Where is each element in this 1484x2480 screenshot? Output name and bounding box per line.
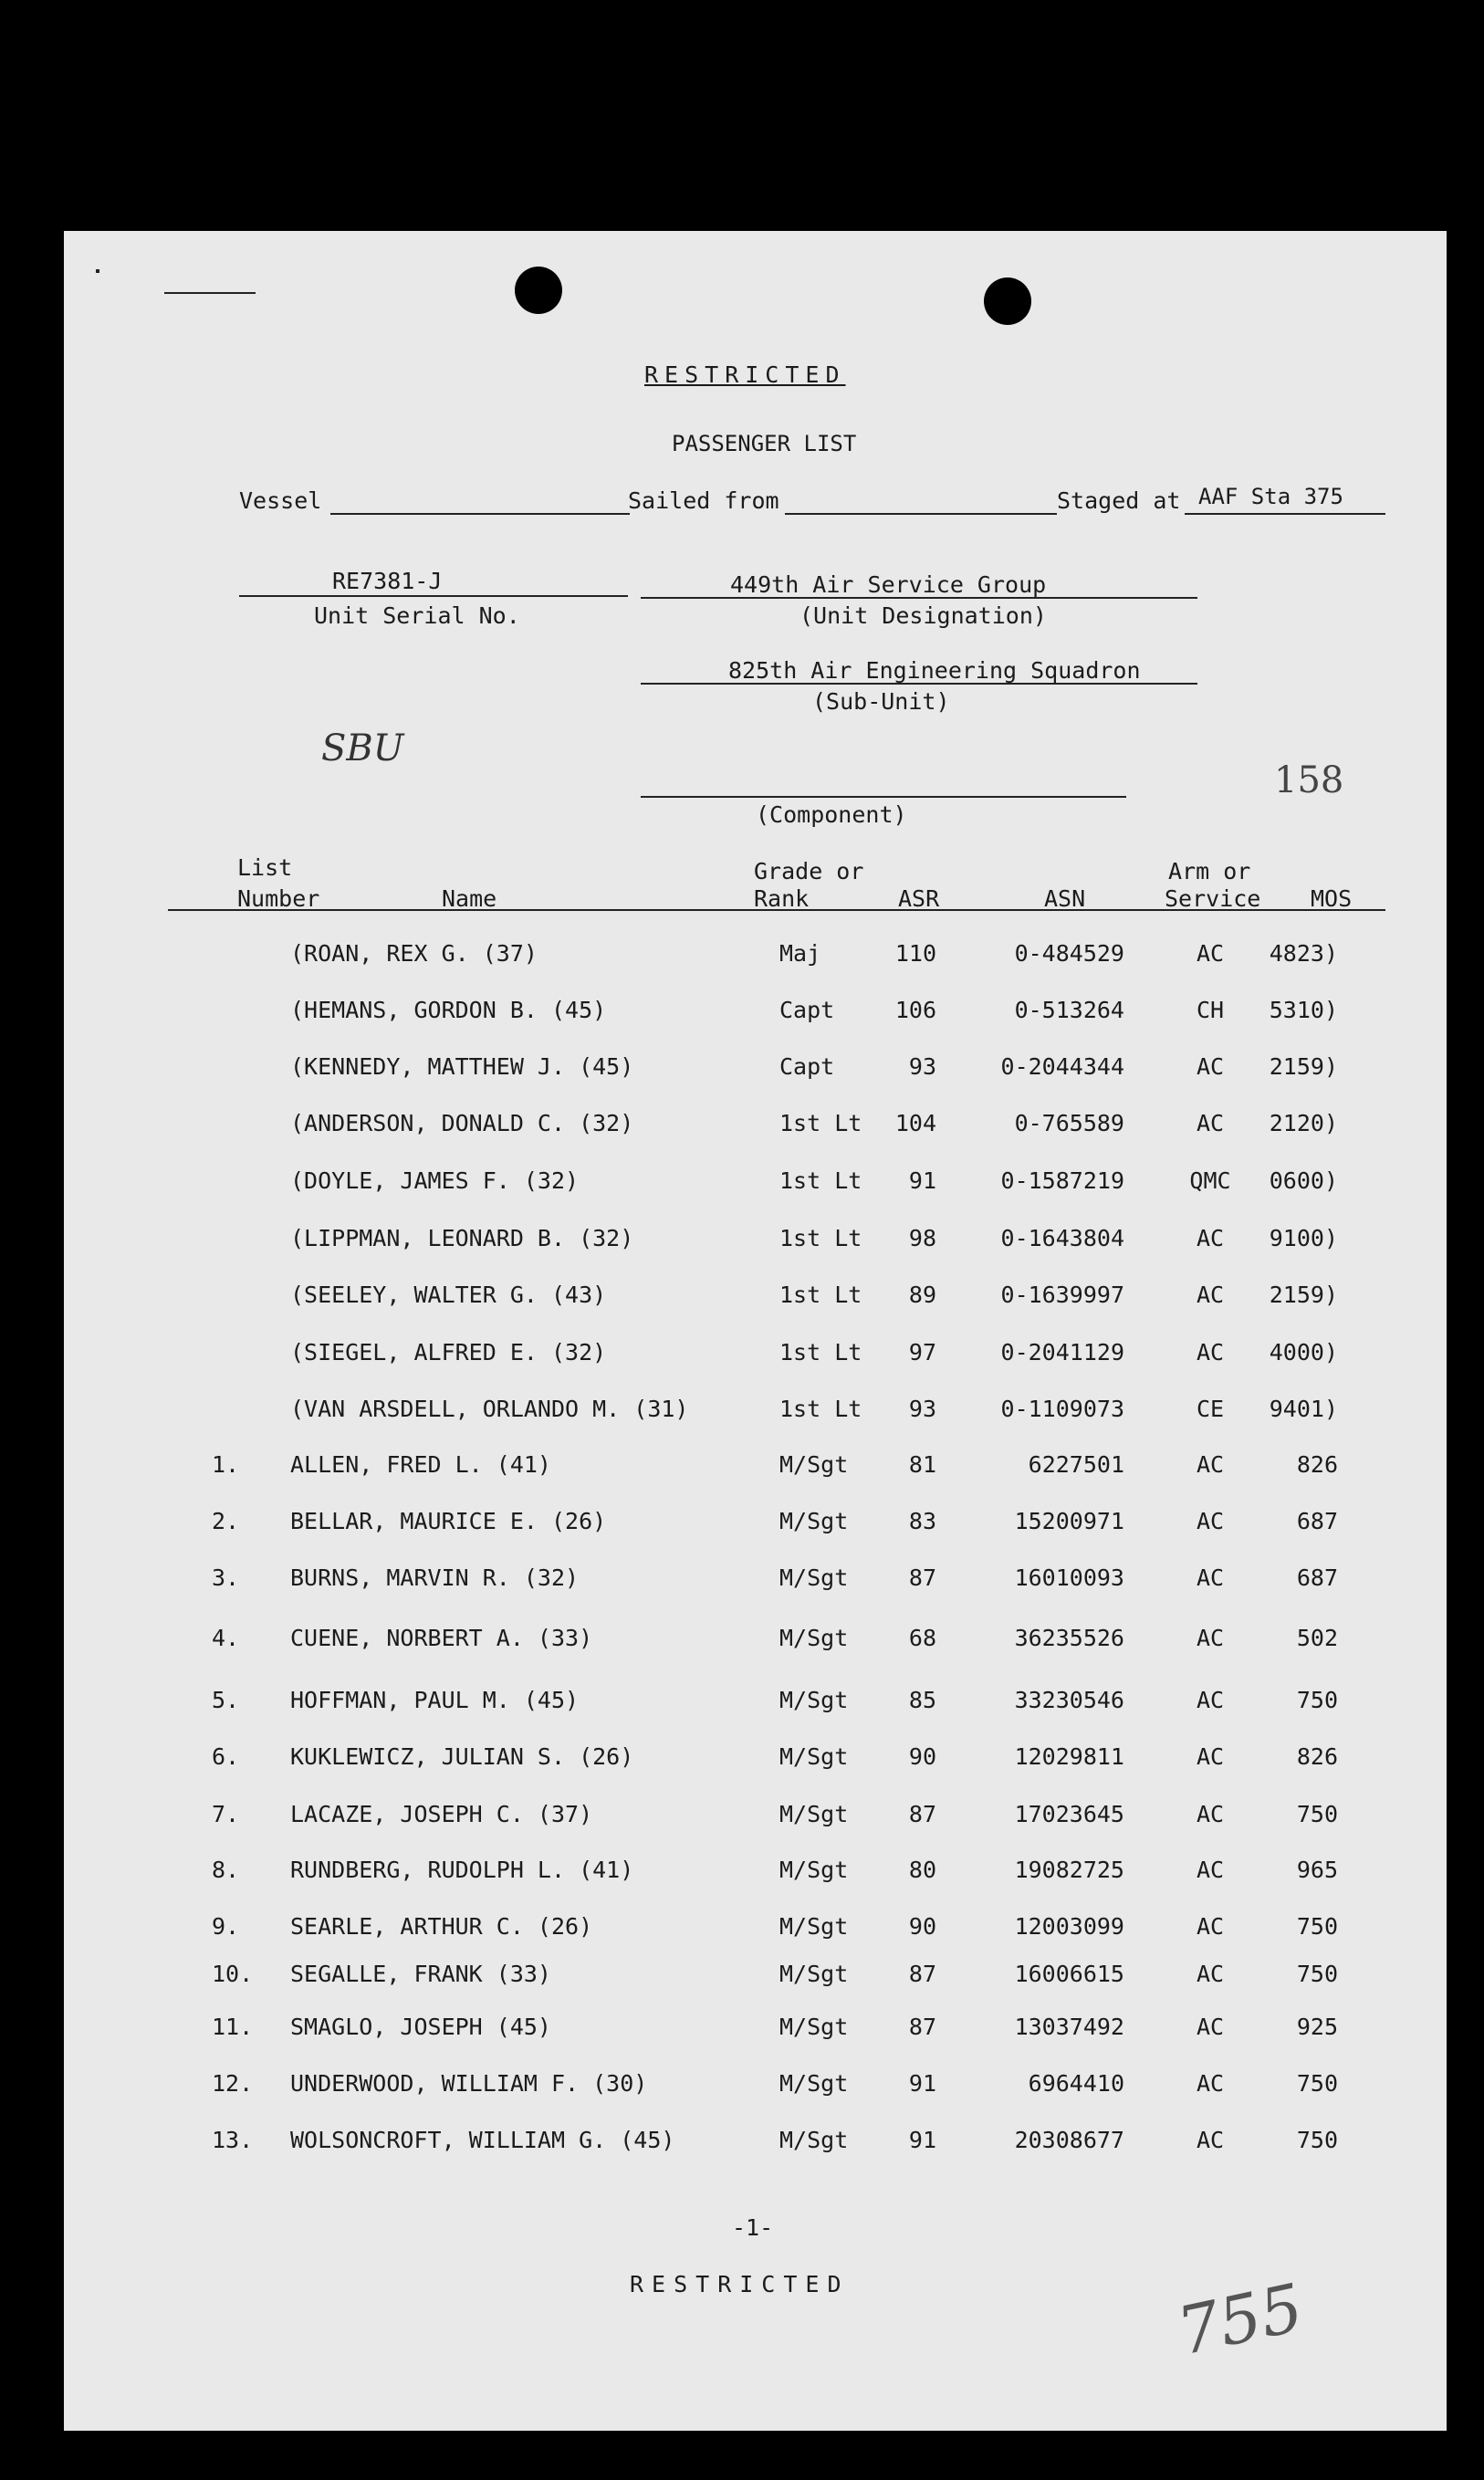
- component-label: (Component): [756, 801, 907, 828]
- cell-list-number: 5.: [212, 1687, 240, 1713]
- vessel-label: Vessel: [239, 487, 322, 514]
- cell-name: LACAZE, JOSEPH C. (37): [290, 1801, 593, 1827]
- cell-arm-service: AC: [1196, 1857, 1225, 1883]
- cell-mos: 2120): [1269, 1110, 1338, 1136]
- cell-arm-service: AC: [1196, 1508, 1225, 1534]
- document-title: PASSENGER LIST: [672, 431, 857, 456]
- cell-list-number: 10.: [212, 1961, 254, 1987]
- cell-list-number: 4.: [212, 1625, 240, 1651]
- cell-mos: 826: [1296, 1451, 1338, 1478]
- document-sheet: [64, 231, 1447, 2431]
- cell-asr: 97: [908, 1339, 936, 1366]
- unit-serial-label: Unit Serial No.: [314, 602, 520, 629]
- cell-mos: 4000): [1269, 1339, 1338, 1366]
- unit-designation-line: [641, 597, 1197, 599]
- cell-mos: 9100): [1269, 1225, 1338, 1251]
- cell-rank: M/Sgt: [779, 2070, 849, 2097]
- scan-speck: [96, 269, 99, 273]
- col-mos-label: MOS: [1311, 885, 1353, 912]
- cell-mos: 2159): [1269, 1282, 1338, 1308]
- cell-asr: 87: [908, 2014, 936, 2040]
- cell-asr: 83: [908, 1508, 936, 1534]
- cell-asn: 20308677: [1014, 2127, 1124, 2153]
- restricted-footer: RESTRICTED: [630, 2271, 850, 2297]
- punch-hole-left: [515, 267, 562, 314]
- col-service-label: Service: [1165, 885, 1261, 912]
- cell-arm-service: AC: [1196, 1564, 1225, 1591]
- cell-arm-service: CH: [1196, 997, 1225, 1023]
- cell-asn: 0-1639997: [1000, 1282, 1124, 1308]
- cell-asr: 68: [908, 1625, 936, 1651]
- cell-asr: 98: [908, 1225, 936, 1251]
- cell-asr: 81: [908, 1451, 936, 1478]
- cell-asn: 12029811: [1014, 1743, 1124, 1770]
- cell-asn: 16006615: [1014, 1961, 1124, 1987]
- cell-asn: 6227501: [1028, 1451, 1124, 1478]
- cell-rank: 1st Lt: [779, 1339, 862, 1366]
- sub-unit-label: (Sub-Unit): [812, 688, 950, 715]
- sailed-from-label: Sailed from: [628, 487, 779, 514]
- cell-name: (DOYLE, JAMES F. (32): [290, 1167, 580, 1194]
- cell-mos: 826: [1296, 1743, 1338, 1770]
- unit-serial-line: [239, 595, 628, 597]
- cell-asn: 13037492: [1014, 2014, 1124, 2040]
- cell-rank: M/Sgt: [779, 1913, 849, 1940]
- cell-name: SEARLE, ARTHUR C. (26): [290, 1913, 593, 1940]
- cell-asn: 0-1643804: [1000, 1225, 1124, 1251]
- cell-asn: 16010093: [1014, 1564, 1124, 1591]
- cell-rank: M/Sgt: [779, 1961, 849, 1987]
- cell-asn: 12003099: [1014, 1913, 1124, 1940]
- cell-name: (ANDERSON, DONALD C. (32): [290, 1110, 634, 1136]
- cell-asr: 80: [908, 1857, 936, 1883]
- cell-asn: 33230546: [1014, 1687, 1124, 1713]
- cell-mos: 9401): [1269, 1396, 1338, 1422]
- cell-name: BURNS, MARVIN R. (32): [290, 1564, 580, 1591]
- cell-arm-service: CE: [1196, 1396, 1225, 1422]
- column-header-rule: [168, 909, 1385, 911]
- cell-mos: 925: [1296, 2014, 1338, 2040]
- cell-asn: 0-2041129: [1000, 1339, 1124, 1366]
- cell-arm-service: AC: [1196, 1961, 1225, 1987]
- cell-asn: 6964410: [1028, 2070, 1124, 2097]
- cell-arm-service: AC: [1196, 1801, 1225, 1827]
- cell-arm-service: AC: [1196, 1687, 1225, 1713]
- cell-arm-service: AC: [1196, 1913, 1225, 1940]
- cell-rank: M/Sgt: [779, 1508, 849, 1534]
- cell-name: (SEELEY, WALTER G. (43): [290, 1282, 607, 1308]
- cell-asr: 93: [908, 1396, 936, 1422]
- cell-mos: 750: [1296, 2127, 1338, 2153]
- cell-mos: 502: [1296, 1625, 1338, 1651]
- cell-name: (SIEGEL, ALFRED E. (32): [290, 1339, 607, 1366]
- cell-arm-service: QMC: [1189, 1167, 1231, 1194]
- cell-asn: 0-1587219: [1000, 1167, 1124, 1194]
- unit-designation-label: (Unit Designation): [799, 602, 1047, 629]
- cell-rank: Capt: [779, 1053, 835, 1080]
- cell-rank: M/Sgt: [779, 1857, 849, 1883]
- cell-name: (KENNEDY, MATTHEW J. (45): [290, 1053, 634, 1080]
- sailed-from-blank-line: [785, 513, 1057, 515]
- cell-asn: 36235526: [1014, 1625, 1124, 1651]
- staged-at-line: [1185, 513, 1385, 515]
- cell-asr: 91: [908, 1167, 936, 1194]
- cell-asr: 93: [908, 1053, 936, 1080]
- unit-serial-value: RE7381-J: [332, 568, 443, 594]
- cell-name: (HEMANS, GORDON B. (45): [290, 997, 607, 1023]
- cell-rank: 1st Lt: [779, 1282, 862, 1308]
- cell-list-number: 6.: [212, 1743, 240, 1770]
- col-list-label-bottom: Number: [237, 885, 320, 912]
- cell-asr: 90: [908, 1743, 936, 1770]
- cell-asr: 87: [908, 1564, 936, 1591]
- col-rank-label: Rank: [754, 885, 810, 912]
- cell-asn: 0-513264: [1014, 997, 1124, 1023]
- cell-asr: 110: [894, 940, 936, 967]
- cell-name: (VAN ARSDELL, ORLANDO M. (31): [290, 1396, 689, 1422]
- col-asn-label: ASN: [1044, 885, 1086, 912]
- cell-arm-service: AC: [1196, 2127, 1225, 2153]
- vessel-blank-line: [330, 513, 630, 515]
- cell-name: HOFFMAN, PAUL M. (45): [290, 1687, 580, 1713]
- cell-name: (LIPPMAN, LEONARD B. (32): [290, 1225, 634, 1251]
- punch-hole-right: [984, 277, 1031, 325]
- handwritten-page-number: 755: [1170, 2268, 1310, 2370]
- cell-asn: 0-2044344: [1000, 1053, 1124, 1080]
- cell-rank: M/Sgt: [779, 1451, 849, 1478]
- cell-asr: 91: [908, 2070, 936, 2097]
- cell-list-number: 7.: [212, 1801, 240, 1827]
- cell-asr: 104: [894, 1110, 936, 1136]
- cell-mos: 2159): [1269, 1053, 1338, 1080]
- cell-list-number: 2.: [212, 1508, 240, 1534]
- cell-arm-service: AC: [1196, 1339, 1225, 1366]
- scan-mark: [164, 292, 256, 294]
- cell-rank: M/Sgt: [779, 1564, 849, 1591]
- cell-list-number: 8.: [212, 1857, 240, 1883]
- cell-rank: M/Sgt: [779, 2014, 849, 2040]
- page-number: -1-: [732, 2214, 774, 2241]
- cell-rank: 1st Lt: [779, 1396, 862, 1422]
- sub-unit-value: 825th Air Engineering Squadron: [728, 657, 1141, 684]
- cell-name: WOLSONCROFT, WILLIAM G. (45): [290, 2127, 675, 2153]
- cell-asr: 87: [908, 1961, 936, 1987]
- col-list-label-top: List: [237, 854, 293, 881]
- cell-mos: 0600): [1269, 1167, 1338, 1194]
- cell-rank: Capt: [779, 997, 835, 1023]
- cell-mos: 750: [1296, 1687, 1338, 1713]
- cell-rank: 1st Lt: [779, 1110, 862, 1136]
- cell-mos: 750: [1296, 1913, 1338, 1940]
- cell-name: SEGALLE, FRANK (33): [290, 1961, 551, 1987]
- cell-rank: 1st Lt: [779, 1167, 862, 1194]
- cell-arm-service: AC: [1196, 1110, 1225, 1136]
- cell-asn: 0-484529: [1014, 940, 1124, 967]
- staged-at-value: AAF Sta 375: [1198, 484, 1343, 509]
- cell-rank: Maj: [779, 940, 821, 967]
- cell-list-number: 3.: [212, 1564, 240, 1591]
- cell-asr: 91: [908, 2127, 936, 2153]
- cell-mos: 965: [1296, 1857, 1338, 1883]
- cell-asr: 87: [908, 1801, 936, 1827]
- cell-asr: 89: [908, 1282, 936, 1308]
- col-grade-label-top: Grade or: [754, 858, 864, 884]
- cell-arm-service: AC: [1196, 2070, 1225, 2097]
- cell-mos: 687: [1296, 1508, 1338, 1534]
- cell-asn: 19082725: [1014, 1857, 1124, 1883]
- cell-arm-service: AC: [1196, 1282, 1225, 1308]
- cell-asn: 17023645: [1014, 1801, 1124, 1827]
- restricted-heading: RESTRICTED: [644, 361, 846, 388]
- col-name-label: Name: [442, 885, 497, 912]
- cell-mos: 5310): [1269, 997, 1338, 1023]
- cell-rank: 1st Lt: [779, 1225, 862, 1251]
- cell-rank: M/Sgt: [779, 1743, 849, 1770]
- cell-arm-service: AC: [1196, 1225, 1225, 1251]
- cell-rank: M/Sgt: [779, 1687, 849, 1713]
- cell-asn: 0-765589: [1014, 1110, 1124, 1136]
- cell-asn: 15200971: [1014, 1508, 1124, 1534]
- cell-rank: M/Sgt: [779, 2127, 849, 2153]
- stamped-number: 158: [1274, 759, 1344, 801]
- cell-rank: M/Sgt: [779, 1801, 849, 1827]
- cell-name: CUENE, NORBERT A. (33): [290, 1625, 593, 1651]
- cell-asn: 0-1109073: [1000, 1396, 1124, 1422]
- cell-list-number: 12.: [212, 2070, 254, 2097]
- cell-name: SMAGLO, JOSEPH (45): [290, 2014, 551, 2040]
- cell-mos: 687: [1296, 1564, 1338, 1591]
- cell-asr: 90: [908, 1913, 936, 1940]
- cell-asr: 106: [894, 997, 936, 1023]
- cell-arm-service: AC: [1196, 1451, 1225, 1478]
- cell-name: KUKLEWICZ, JULIAN S. (26): [290, 1743, 634, 1770]
- cell-mos: 4823): [1269, 940, 1338, 967]
- cell-list-number: 11.: [212, 2014, 254, 2040]
- cell-mos: 750: [1296, 1801, 1338, 1827]
- cell-list-number: 9.: [212, 1913, 240, 1940]
- cell-arm-service: AC: [1196, 1053, 1225, 1080]
- col-asr-label: ASR: [898, 885, 940, 912]
- cell-name: ALLEN, FRED L. (41): [290, 1451, 551, 1478]
- staged-at-label: Staged at: [1057, 487, 1181, 514]
- cell-arm-service: AC: [1196, 940, 1225, 967]
- cell-name: UNDERWOOD, WILLIAM F. (30): [290, 2070, 648, 2097]
- cell-name: (ROAN, REX G. (37): [290, 940, 538, 967]
- handwritten-code: SBU: [321, 727, 404, 769]
- sub-unit-line: [641, 683, 1197, 685]
- cell-arm-service: AC: [1196, 1743, 1225, 1770]
- unit-designation-value: 449th Air Service Group: [730, 571, 1047, 598]
- cell-mos: 750: [1296, 2070, 1338, 2097]
- cell-asr: 85: [908, 1687, 936, 1713]
- cell-name: BELLAR, MAURICE E. (26): [290, 1508, 607, 1534]
- cell-mos: 750: [1296, 1961, 1338, 1987]
- cell-arm-service: AC: [1196, 1625, 1225, 1651]
- component-line: [641, 796, 1126, 798]
- cell-list-number: 13.: [212, 2127, 254, 2153]
- cell-rank: M/Sgt: [779, 1625, 849, 1651]
- cell-arm-service: AC: [1196, 2014, 1225, 2040]
- col-arm-label-top: Arm or: [1168, 858, 1251, 884]
- cell-list-number: 1.: [212, 1451, 240, 1478]
- cell-name: RUNDBERG, RUDOLPH L. (41): [290, 1857, 634, 1883]
